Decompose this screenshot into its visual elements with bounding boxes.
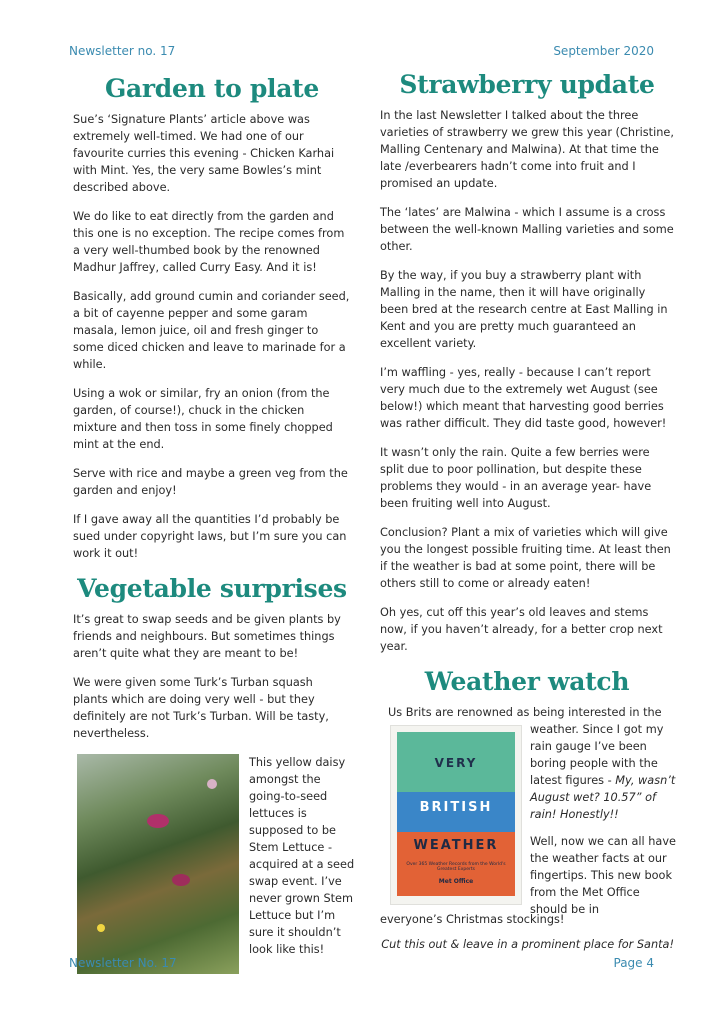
footer-newsletter-number: Newsletter No. 17 — [69, 956, 177, 970]
garden-title: Garden to plate — [104, 74, 320, 103]
weather-paragraph-end: everyone’s Christmas stockings! — [380, 913, 565, 926]
book-title-line-2: BRITISH — [419, 800, 493, 815]
vegetable-paragraph-1: It’s great to swap seeds and be given plants by friends and neighbours. But sometimes things aren’t quite what they are meant to be! — [73, 613, 341, 660]
vegetable-paragraph-2: We were given some Turk’s Turban squash plants which are doing very well - but they definitely are not Turk’s Turban. Will be tasty, nevertheless. — [73, 676, 329, 740]
header-newsletter-number: Newsletter no. 17 — [69, 44, 176, 58]
strawberry-paragraph-1: In the last Newsletter I talked about the three varieties of strawberry we grew this year (Christine, Malling Centenary and Malwina). At that time the late /everbearers hadn’t come into fruit and I promised an update. — [380, 109, 674, 190]
flower-shape — [147, 814, 169, 828]
garden-paragraph-4: Using a wok or similar, fry an onion (from the garden, of course!), chuck in the chicken mixture and then toss in some finely chopped mint at the end. — [73, 387, 333, 451]
footer-page-number: Page 4 — [613, 956, 654, 970]
weather-book-row — [380, 721, 676, 916]
garden-photo-row — [73, 754, 355, 976]
santa-note: Cut this out & leave in a prominent place for Santa! — [381, 938, 674, 951]
garden-paragraph-1: Sue’s ‘Signature Plants’ article above was extremely well-timed. We had one of our favourite curries this evening - Chicken Karhai with Mint. Yes, the very same Bowles’s mint described above. — [73, 113, 335, 194]
weather-paragraph-2: Well, now we can all have the weather facts at our fingertips. This new book from the Met Office should be in — [530, 835, 676, 916]
header-date: September 2020 — [553, 44, 654, 58]
flower-shape — [172, 874, 190, 886]
photo-caption: This yellow daisy amongst the going-to-seed lettuces is supposed to be Stem Lettuce - acquired at a seed swap event. I’ve never grown Stem Lettuce but I’m sure it shouldn’t look like this! — [249, 756, 355, 956]
strawberry-paragraph-5: It wasn’t only the rain. Quite a few berries were split due to poor pollination, but despite these problems they would - in an average year- have been fruiting well into August. — [380, 446, 652, 510]
strawberry-paragraph-2: The ‘lates’ are Malwina - which I assume is a cross between the well-known Malling varieties and some other. — [380, 206, 674, 253]
book-publisher: Met Office — [438, 878, 474, 885]
garden-paragraph-2: We do like to eat directly from the garden and this one is no exception. The recipe comes from a very well-thumbed book by the renowned Madhur Jaffrey, called Curry Easy. And it is! — [73, 210, 345, 274]
garden-paragraph-3: Basically, add ground cumin and coriander seed, a bit of cayenne pepper and some garam masala, lemon juice, oil and fresh ginger to some diced chicken and leave to marinade for a while. — [73, 290, 350, 371]
garden-paragraph-5: Serve with rice and maybe a green veg from the garden and enjoy! — [73, 467, 348, 497]
strawberry-paragraph-6: Conclusion? Plant a mix of varieties which will give you the longest possible fruiting time. At least then if the weather is bad at some point, there will be others still to come or already eaten! — [380, 526, 671, 590]
yellow-daisy-shape — [97, 924, 105, 932]
weather-title: Weather watch — [424, 667, 630, 696]
weather-text-regular: weather. Since I got my rain gauge I’ve been boring people with the latest figures - — [530, 723, 664, 787]
garden-paragraph-6: If I gave away all the quantities I’d probably be sued under copyright laws, but I’m sure you can work it out! — [73, 513, 347, 560]
book-title-line-3: WEATHER — [413, 838, 499, 853]
strawberry-paragraph-4: I’m waffling - yes, really - because I can’t report very much due to the extremely wet August (see below!) which meant that harvesting good berries was rather difficult. They did taste good, however! — [380, 366, 667, 430]
right-column — [380, 70, 674, 965]
book-title-line-1: VERY — [434, 756, 478, 770]
garden-photo — [77, 754, 239, 974]
weather-intro: Us Brits are renowned as being interested in the — [388, 706, 662, 719]
weather-text-italic: My, wasn’t August wet? 10.57” of rain! Honestly!! — [530, 774, 676, 821]
book-subtitle: Over 365 Weather Records from the World's Greatest Experts — [406, 862, 506, 872]
strawberry-paragraph-3: By the way, if you buy a strawberry plant with Malling in the name, then it will have originally been bred at the research centre at East Malling in Kent and you are pretty much guaranteed an excellent variety. — [380, 269, 668, 350]
vegetable-title: Vegetable surprises — [77, 574, 347, 603]
strawberry-title: Strawberry update — [399, 70, 655, 99]
flower-shape — [207, 779, 217, 789]
left-column — [73, 74, 355, 976]
weather-paragraph-1 — [530, 721, 676, 823]
strawberry-paragraph-7: Oh yes, cut off this year’s old leaves and stems now, if you haven’t already, for a better crop next year. — [380, 606, 663, 653]
book-cover-image — [390, 725, 522, 905]
